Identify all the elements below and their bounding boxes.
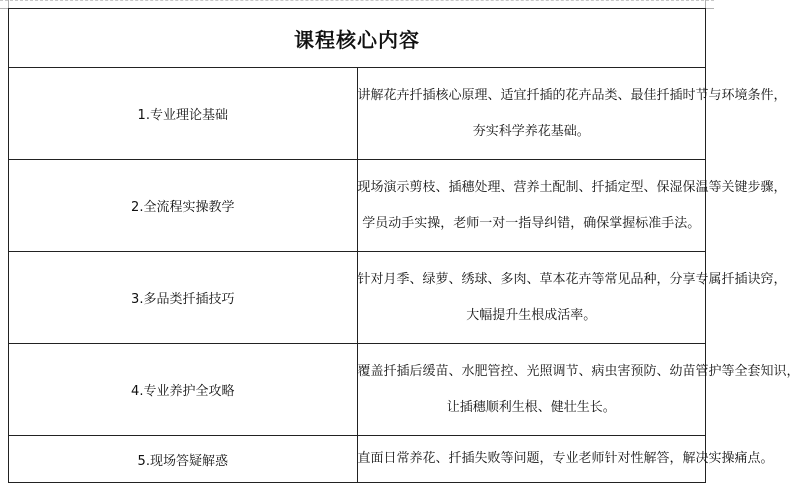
description-cell <box>357 344 800 436</box>
description-line: 学员动手实操，老师一对一指导纠错，确保掌握标准手法。 <box>362 215 701 231</box>
description-line: 直面日常养花、扦插失败等问题，专业老师针对性解答，解决实操痛点。 <box>357 451 774 466</box>
course-content-table <box>8 8 800 483</box>
topic-cell: 3.多品类扦插技巧 <box>9 252 358 344</box>
topic-cell: 5.现场答疑解惑 <box>9 436 358 483</box>
description-cell <box>357 252 787 344</box>
description-cell <box>357 160 787 252</box>
table-row <box>9 68 706 160</box>
table-title-row <box>9 9 706 68</box>
description-cell <box>357 68 787 160</box>
page-corner-mark-right <box>705 0 714 9</box>
topic-cell: 2.全流程实操教学 <box>9 160 358 252</box>
description-line: 大幅提升生根成活率。 <box>466 307 597 323</box>
description-line: 讲解花卉扦插核心原理、适宜扦插的花卉品类、最佳扦插时节与环境条件， <box>357 87 787 103</box>
description-line: 覆盖扦插后缓苗、水肥管控、光照调节、病虫害预防、幼苗管护等全套知识， <box>357 363 800 379</box>
table-row <box>9 344 706 436</box>
topic-cell: 4.专业养护全攻略 <box>9 344 358 436</box>
description-line: 针对月季、绿萝、绣球、多肉、草本花卉等常见品种，分享专属扦插诀窍， <box>357 271 787 287</box>
topic-cell: 1.专业理论基础 <box>9 68 358 160</box>
table-row <box>9 252 706 344</box>
description-cell <box>357 436 774 483</box>
description-line: 让插穗顺利生根、健壮生长。 <box>446 399 616 415</box>
table-row <box>9 160 706 252</box>
description-line: 现场演示剪枝、插穗处理、营养土配制、扦插定型、保湿保温等关键步骤， <box>357 179 787 195</box>
table-row <box>9 436 706 483</box>
table-title: 课程核心内容 <box>9 9 706 68</box>
description-line: 夯实科学养花基础。 <box>472 123 590 139</box>
